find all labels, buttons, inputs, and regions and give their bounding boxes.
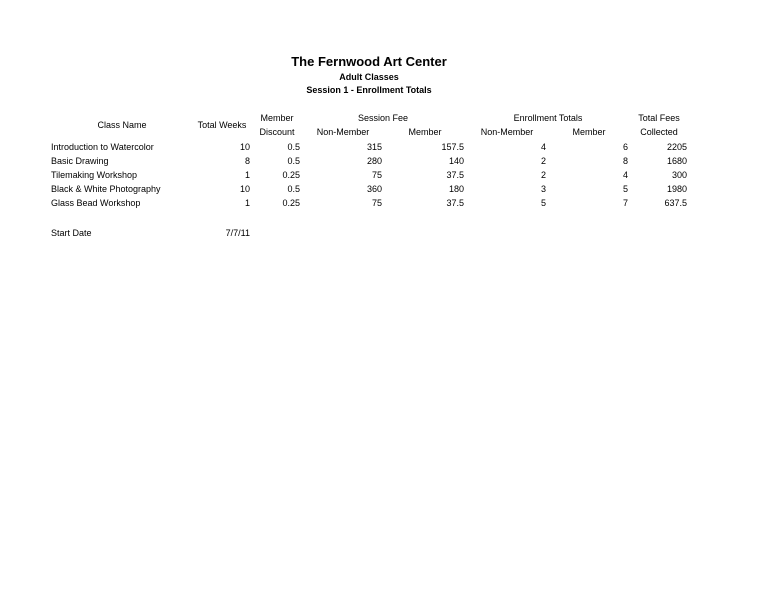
cell-total-fees: 1680 — [666, 156, 687, 166]
header-class-name: Class Name — [97, 120, 147, 130]
header-session-fee-member: Member — [408, 127, 442, 137]
cell-total-fees: 2205 — [666, 142, 687, 152]
cell-enrollment-member: 8 — [622, 156, 628, 166]
table-row — [0, 140, 768, 154]
cell-enrollment-member: 5 — [622, 184, 628, 194]
table-row — [0, 196, 768, 210]
cell-member-discount: 0.5 — [287, 184, 300, 194]
cell-class-name: Basic Drawing — [51, 156, 109, 166]
report-subtitle: Adult Classes — [339, 72, 399, 82]
header-session-fee-nonmember: Non-Member — [316, 127, 370, 137]
cell-enrollment-nonmember: 4 — [540, 142, 546, 152]
header-total-weeks: Total Weeks — [197, 120, 247, 130]
cell-total-weeks: 10 — [239, 142, 250, 152]
cell-fee-member: 37.5 — [446, 198, 464, 208]
enrollment-table — [0, 140, 768, 210]
cell-total-weeks: 8 — [244, 156, 250, 166]
cell-enrollment-member: 7 — [622, 198, 628, 208]
header-enrollment-member: Member — [572, 127, 606, 137]
cell-enrollment-nonmember: 3 — [540, 184, 546, 194]
cell-fee-nonmember: 75 — [371, 170, 382, 180]
table-row — [0, 154, 768, 168]
header-enrollment-nonmember: Non-Member — [480, 127, 534, 137]
cell-enrollment-member: 4 — [622, 170, 628, 180]
cell-enrollment-nonmember: 2 — [540, 170, 546, 180]
cell-class-name: Tilemaking Workshop — [51, 170, 138, 180]
report-title: The Fernwood Art Center — [291, 54, 447, 69]
cell-fee-member: 37.5 — [446, 170, 464, 180]
header-enrollment-totals: Enrollment Totals — [513, 113, 583, 123]
cell-total-fees: 300 — [671, 170, 687, 180]
cell-total-weeks: 10 — [239, 184, 250, 194]
cell-total-weeks: 1 — [244, 170, 250, 180]
cell-class-name: Introduction to Watercolor — [51, 142, 154, 152]
header-total-fees-line1: Total Fees — [638, 113, 680, 123]
cell-class-name: Glass Bead Workshop — [51, 198, 141, 208]
cell-member-discount: 0.25 — [282, 170, 300, 180]
start-date-value: 7/7/11 — [225, 228, 250, 238]
table-row — [0, 182, 768, 196]
header-member-discount-line1: Member — [260, 113, 294, 123]
cell-enrollment-member: 6 — [622, 142, 628, 152]
cell-enrollment-nonmember: 2 — [540, 156, 546, 166]
cell-total-weeks: 1 — [244, 198, 250, 208]
cell-member-discount: 0.5 — [287, 142, 300, 152]
cell-fee-nonmember: 315 — [366, 142, 382, 152]
header-member-discount-line2: Discount — [259, 127, 295, 137]
cell-member-discount: 0.5 — [287, 156, 300, 166]
cell-fee-nonmember: 360 — [366, 184, 382, 194]
cell-total-fees: 1980 — [666, 184, 687, 194]
header-session-fee: Session Fee — [357, 113, 409, 123]
table-row — [0, 168, 768, 182]
cell-class-name: Black & White Photography — [51, 184, 161, 194]
header-total-fees-line2: Collected — [640, 127, 678, 137]
cell-total-fees: 637.5 — [664, 198, 687, 208]
session-title: Session 1 - Enrollment Totals — [306, 85, 432, 95]
start-date-label: Start Date — [51, 228, 92, 238]
cell-fee-member: 180 — [448, 184, 464, 194]
cell-fee-nonmember: 280 — [366, 156, 382, 166]
cell-fee-nonmember: 75 — [371, 198, 382, 208]
cell-enrollment-nonmember: 5 — [540, 198, 546, 208]
cell-fee-member: 140 — [448, 156, 464, 166]
cell-fee-member: 157.5 — [441, 142, 464, 152]
cell-member-discount: 0.25 — [282, 198, 300, 208]
